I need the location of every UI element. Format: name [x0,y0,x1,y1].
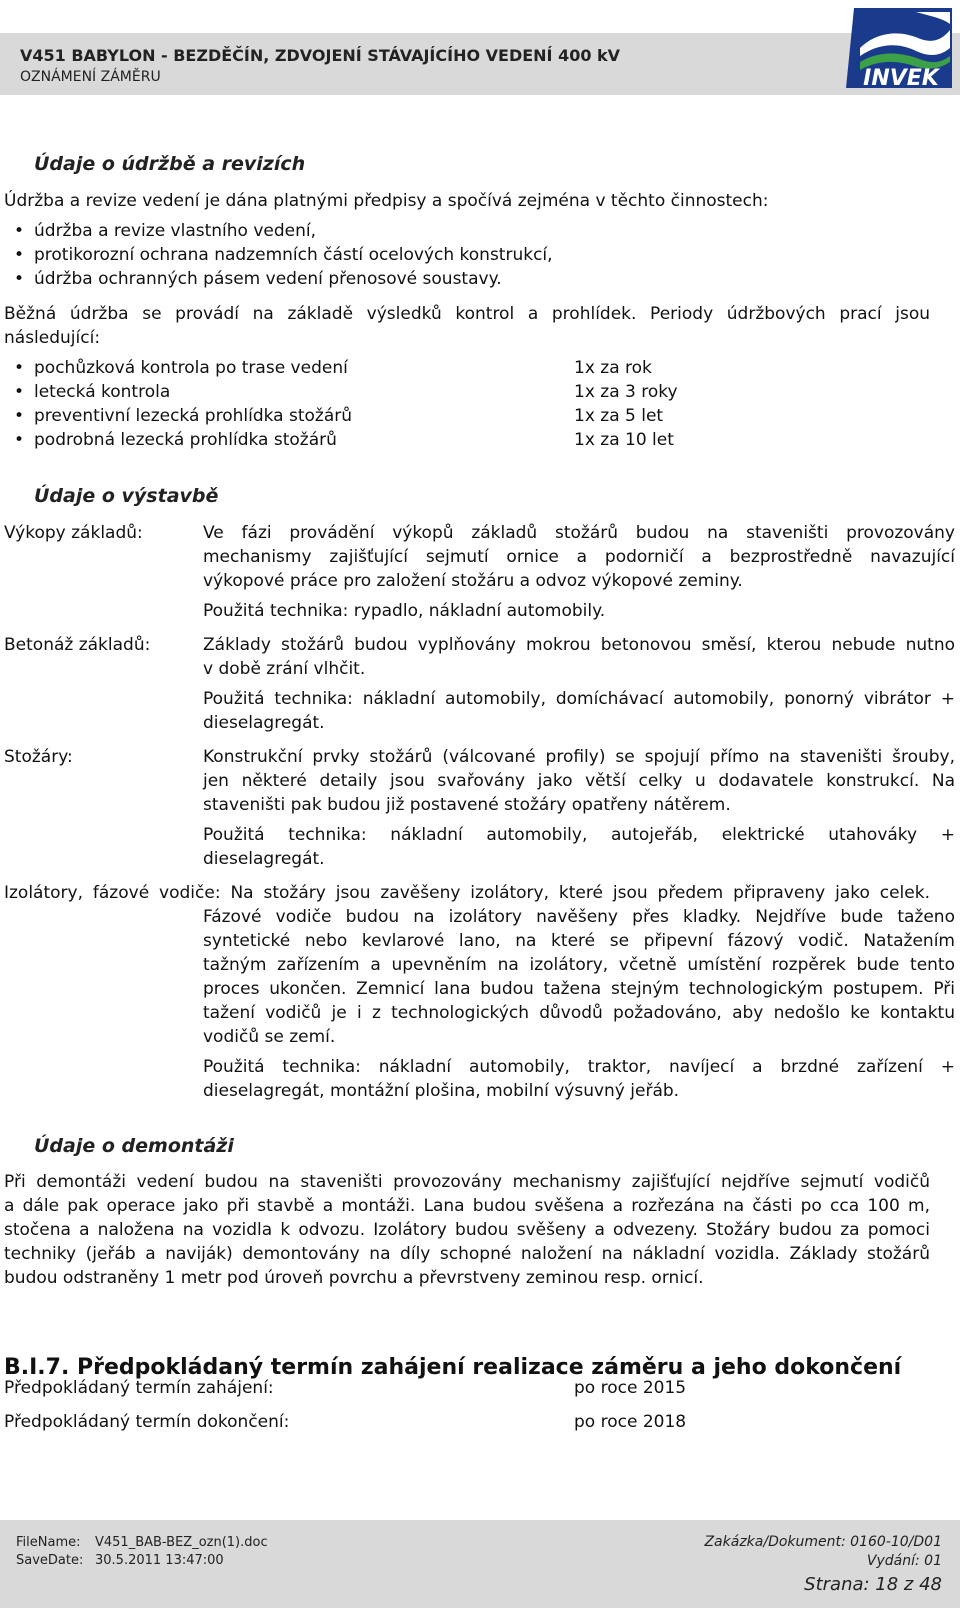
start-value: po roce 2015 [574,1378,687,1398]
header-title: V451 BABYLON - BEZDĚČÍN, ZDVOJENÍ STÁVAJÍCÍHO VEDENÍ 400 kV [20,46,621,65]
savedate-label: SaveDate: [16,1553,84,1568]
list-item: • protikorozní ochrana nadzemních částí ocelových konstrukcí, [4,243,553,267]
maintenance-list [4,219,553,291]
text-line: Konstrukční prvky stožárů (válcované profily) se spojují přímo na staveništi šrouby, [203,747,955,767]
text-line: Ve fázi provádění výkopů základů stožárů budou na staveništi provozovány [203,523,955,543]
maintenance-intro: Údržba a revize vedení je dána platnými předpisy a spočívá zejména v těchto činnostech: [4,191,769,211]
text-line: tažení vodičů je i z technologických důvodů požadováno, aby nedošlo ke kontaktu [203,1003,955,1023]
end-label: Předpokládaný termín dokončení: [4,1412,290,1432]
edition: Vydání: 01 [866,1553,942,1569]
concrete-text [203,633,955,735]
order-number: Zakázka/Dokument: 0160-10/D01 [704,1534,942,1550]
text-line: vodičů se zemí. [203,1027,336,1047]
maintenance-periods [4,356,678,452]
text-line: techniky (jeřáb a naviják) demontovány na díly schopné naložení na nákladní vozidla. Základy stožárů [4,1244,930,1264]
period-label: pochůzková kontrola po trase vedení [34,358,348,378]
end-value: po roce 2018 [574,1412,687,1432]
dismantling-text [4,1170,930,1290]
construction-heading: Údaje o výstavbě [34,485,219,507]
text-line: Při demontáži vedení budou na staveništi provozovány mechanismy zajišťující nejdříve sejmutí vodičů [4,1172,930,1192]
towers-tech: Použitá technika: nákladní automobily, autojeřáb, elektrické utahováky + [203,825,955,845]
filename-value: V451_BAB-BEZ_ozn(1).doc [95,1535,268,1550]
start-row [4,1376,954,1400]
document-header [0,33,960,95]
savedate-value: 30.5.2011 13:47:00 [95,1553,224,1568]
dismantling-heading: Údaje o demontáži [34,1135,234,1157]
text-line: v době zrání vlhčit. [203,659,366,679]
concrete-tech: Použitá technika: nákladní automobily, domíchávací automobily, ponorný vibrátor + [203,689,955,709]
towers-text [203,745,955,871]
insulators-tech-cont: dieselagregát, montážní plošina, mobilní výsuvný jeřáb. [203,1081,680,1101]
insulators-tech: Použitá technika: nákladní automobily, traktor, navíjecí a brzdné zařízení + [203,1057,955,1077]
text-line: staveništi pak budou již postavené stožáry opatřeny nátěrem. [203,795,731,815]
maintenance-paragraph-cont: následující: [4,328,101,348]
logo-text: INVEK [863,66,939,91]
text-line: Fázové vodiče budou na izolátory navěšeny přes kladky. Nejdříve bude taženo [203,907,955,927]
excavation-label: Výkopy základů: [4,523,143,543]
end-row [4,1410,954,1434]
text-line: proces ukončen. Zemnicí lana budou tažena stejným technologickým postupem. Při [203,979,955,999]
text-line: jen některé detaily jsou svařovány jako větší celky u dodavatele konstrukcí. Na [203,771,955,791]
list-item: • údržba ochranných pásem vedení přenosové soustavy. [4,267,553,291]
period-value: 1x za rok [574,358,652,378]
period-label: podrobná lezecká prohlídka stožárů [34,430,337,450]
towers-label: Stožáry: [4,747,73,767]
start-label: Předpokládaný termín zahájení: [4,1378,274,1398]
period-label: letecká kontrola [34,382,171,402]
text-line: budou odstraněny 1 metr pod úroveň povrchu a převrstveny zeminou resp. ornicí. [4,1268,704,1288]
period-item [4,356,678,380]
text-line: syntetické nebo kevlarové lano, na které se připevní fázový vodič. Natažením [203,931,955,951]
text-line: výkopové práce pro založení stožáru a odvoz výkopové zeminy. [203,571,743,591]
text-line: tažným zařízením a upevněním na izolátory, včetně umístění rozpěrek bude tento [203,955,955,975]
insulators-text [203,905,955,1103]
invek-logo [846,4,956,92]
text-line: Základy stožárů budou vyplňovány mokrou betonovou směsí, kterou nebude nutno [203,635,955,655]
period-item [4,380,678,404]
page-number: Strana: 18 z 48 [804,1574,942,1595]
period-item [4,428,678,452]
schedule-heading: B.I.7. Předpokládaný termín zahájení realizace záměru a jeho dokončení [4,1355,902,1380]
text-line: mechanismy zajišťující sejmutí ornice a podorničí a bezprostředně navazující [203,547,955,567]
text-line: a dále pak operace jako při stavbě a montáži. Lana budou svěšena a rozřezána na části po cca 100 m, [4,1196,930,1216]
maintenance-paragraph: Běžná údržba se provádí na základě výsledků kontrol a prohlídek. Periody údržbových prací jsou [4,304,930,324]
filename-label: FileName: [16,1535,81,1550]
text-line: stočena a naložena na vozidla k odvozu. Izolátory budou svěšeny a odvezeny. Stožáry budou za pomoci [4,1220,930,1240]
maintenance-heading: Údaje o údržbě a revizích [34,153,306,175]
period-item [4,404,678,428]
excavation-text [203,521,955,623]
period-value: 1x za 10 let [574,430,674,450]
towers-tech-cont: dieselagregát. [203,849,325,869]
period-value: 1x za 3 roky [574,382,678,402]
period-value: 1x za 5 let [574,406,664,426]
document-footer [0,1520,960,1608]
concrete-tech-cont: dieselagregát. [203,713,325,733]
list-item: • údržba a revize vlastního vedení, [4,219,553,243]
period-label: preventivní lezecká prohlídka stožárů [34,406,353,426]
insulators-first-line: Izolátory, fázové vodiče: Na stožáry jsou zavěšeny izolátory, které jsou předem připraveny jako celek. [4,883,930,903]
header-subtitle: OZNÁMENÍ ZÁMĚRU [20,69,161,85]
concrete-label: Betonáž základů: [4,635,151,655]
excavation-tech: Použitá technika: rypadlo, nákladní automobily. [203,601,606,621]
